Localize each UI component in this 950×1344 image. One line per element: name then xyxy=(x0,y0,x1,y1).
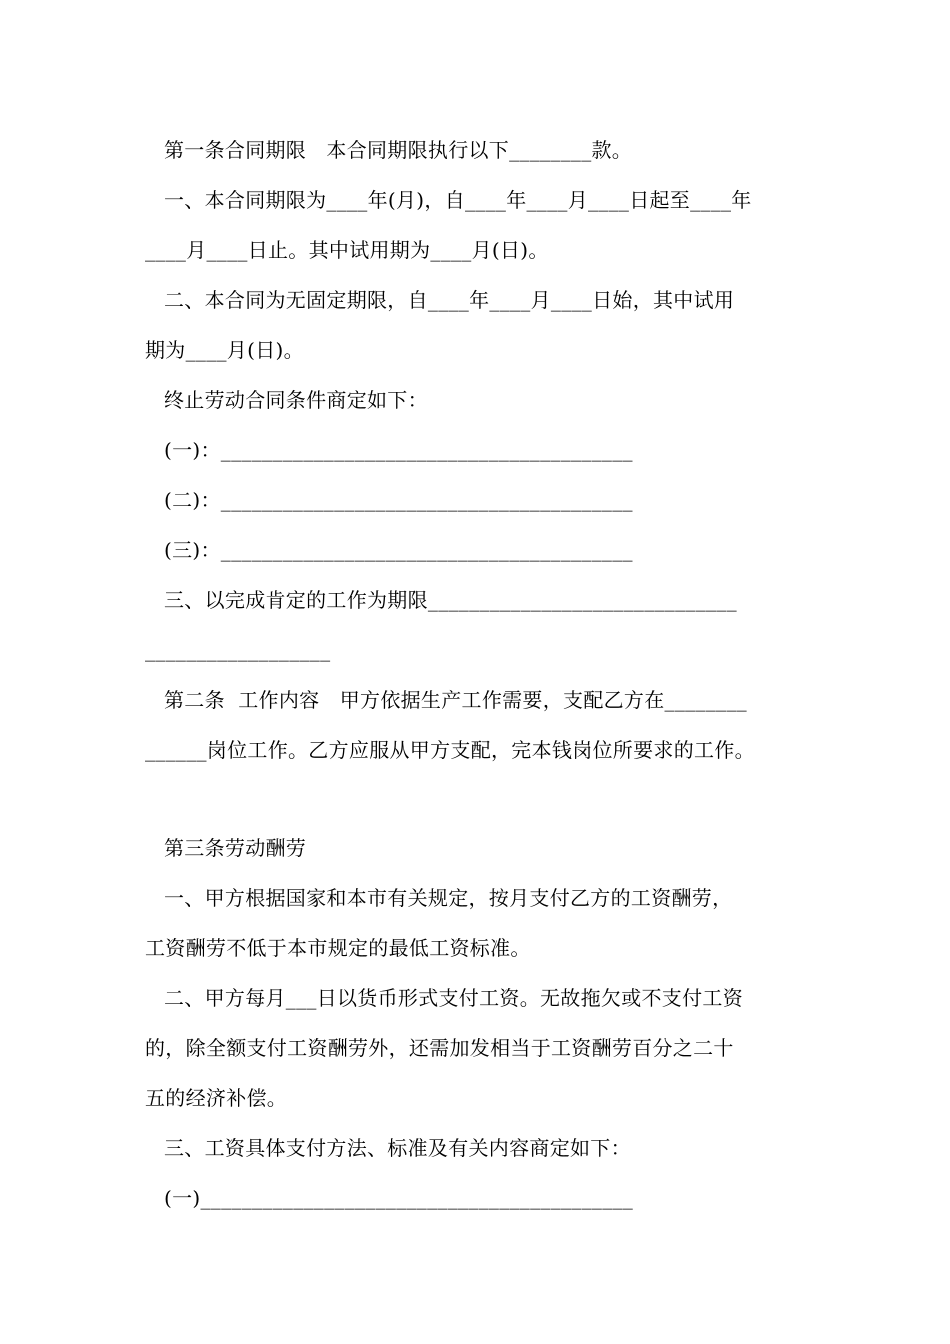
remuneration-clause-3: 三、工资具体支付方法、标准及有关内容商定如下： xyxy=(164,1136,631,1160)
article-2-work-cont: ______岗位工作。乙方应服从甲方支配，完本钱岗位所要求的工作。 xyxy=(145,738,755,762)
remuneration-clause-2-cont: 的，除全额支付工资酬劳外，还需加发相当于工资酬劳百分之二十 xyxy=(145,1036,734,1060)
article-3-remuneration: 第三条劳动酬劳 xyxy=(164,836,307,860)
clause-1-fixed-term: 一、本合同期限为____年(月)，自____年____月____日起至____年 xyxy=(164,188,752,212)
termination-item-1: (一)：________________________________________ xyxy=(164,438,633,462)
article-1-term: 第一条合同期限 本合同期限执行以下________款。 xyxy=(164,138,633,162)
clause-3-task-term-cont: __________________ xyxy=(145,638,331,662)
termination-conditions-heading: 终止劳动合同条件商定如下： xyxy=(164,388,428,412)
remuneration-clause-1-cont: 工资酬劳不低于本市规定的最低工资标准。 xyxy=(145,936,531,960)
clause-2-open-term: 二、本合同为无固定期限，自____年____月____日始，其中试用 xyxy=(164,288,735,312)
clause-1-fixed-term-cont: ____月____日止。其中试用期为____月(日)。 xyxy=(145,238,549,262)
clause-2-open-term-cont: 期为____月(日)。 xyxy=(145,338,304,362)
remuneration-clause-2-cont2: 五的经济补偿。 xyxy=(145,1086,288,1110)
clause-3-task-term: 三、以完成肯定的工作为期限______________________________ xyxy=(164,588,737,612)
remuneration-clause-2: 二、甲方每月___日以货币形式支付工资。无故拖欠或不支付工资 xyxy=(164,986,743,1010)
termination-item-2: (二)：________________________________________ xyxy=(164,488,633,512)
remuneration-item-1: (一)__________________________________________ xyxy=(164,1186,634,1210)
termination-item-3: (三)：________________________________________ xyxy=(164,538,633,562)
article-2-work: 第二条 工作内容 甲方依据生产工作需要，支配乙方在________ xyxy=(164,688,747,712)
remuneration-clause-1: 一、甲方根据国家和本市有关规定，按月支付乙方的工资酬劳， xyxy=(164,886,733,910)
